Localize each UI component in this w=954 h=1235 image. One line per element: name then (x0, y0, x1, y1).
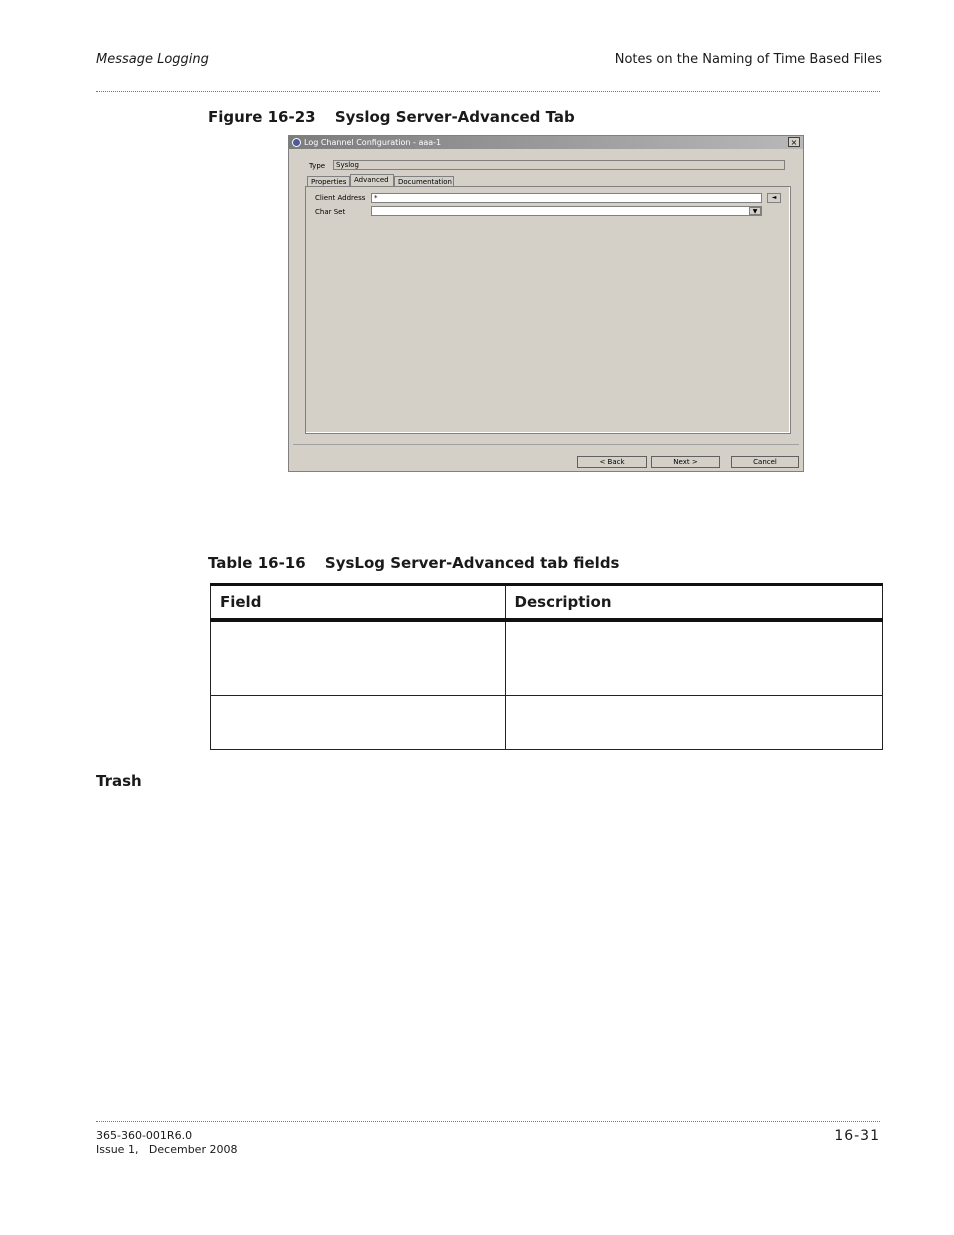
table-header-row (211, 585, 883, 621)
back-button[interactable]: < Back (577, 456, 647, 468)
table-cell-field (211, 620, 506, 695)
figure-number: Figure 16-23 (208, 108, 316, 126)
section-heading: Trash (96, 772, 142, 790)
footer-left (96, 1129, 237, 1157)
client-address-label: Client Address (315, 194, 366, 202)
fields-table (210, 583, 883, 750)
chevron-down-icon[interactable]: ▼ (749, 207, 761, 215)
char-set-select[interactable] (371, 206, 762, 216)
issue-date: Issue 1, December 2008 (96, 1143, 238, 1156)
running-header-section: Notes on the Naming of Time Based Files (614, 52, 882, 67)
table-row (211, 695, 883, 749)
log-channel-dialog (288, 135, 804, 472)
cancel-button[interactable]: Cancel (731, 456, 799, 468)
table-cell-description (505, 620, 882, 695)
app-logo-icon (292, 138, 301, 147)
page-number: 16-31 (834, 1128, 880, 1144)
table-row (211, 620, 883, 695)
table-number: Table 16-16 (208, 554, 306, 572)
client-address-arrow-icon[interactable]: ◄ (767, 193, 781, 203)
table-title: SysLog Server-Advanced tab fields (324, 554, 620, 572)
dialog-title-bar (289, 136, 803, 149)
type-field: Syslog (333, 160, 785, 170)
close-icon[interactable]: × (788, 137, 800, 147)
column-header-field: Field (211, 585, 506, 621)
tab-advanced[interactable]: Advanced (350, 174, 394, 186)
running-header-chapter: Message Logging (96, 52, 209, 67)
tab-properties[interactable]: Properties (307, 176, 350, 186)
type-label: Type (309, 162, 326, 170)
button-separator (293, 444, 799, 445)
figure-caption (208, 108, 575, 126)
dialog-title: Log Channel Configuration - aaa-1 (304, 138, 442, 147)
header-rule (96, 91, 880, 92)
client-address-input[interactable]: * (371, 193, 762, 203)
advanced-panel (305, 186, 791, 434)
next-button[interactable]: Next > (651, 456, 720, 468)
column-header-description: Description (505, 585, 882, 621)
tab-documentation[interactable]: Documentation (394, 176, 454, 186)
table-caption (208, 554, 620, 572)
footer-rule (96, 1121, 880, 1122)
figure-title: Syslog Server-Advanced Tab (334, 108, 575, 126)
document-id: 365-360-001R6.0 (96, 1129, 193, 1142)
table-cell-field (211, 695, 506, 749)
table-cell-description (505, 695, 882, 749)
char-set-label: Char Set (315, 208, 346, 216)
